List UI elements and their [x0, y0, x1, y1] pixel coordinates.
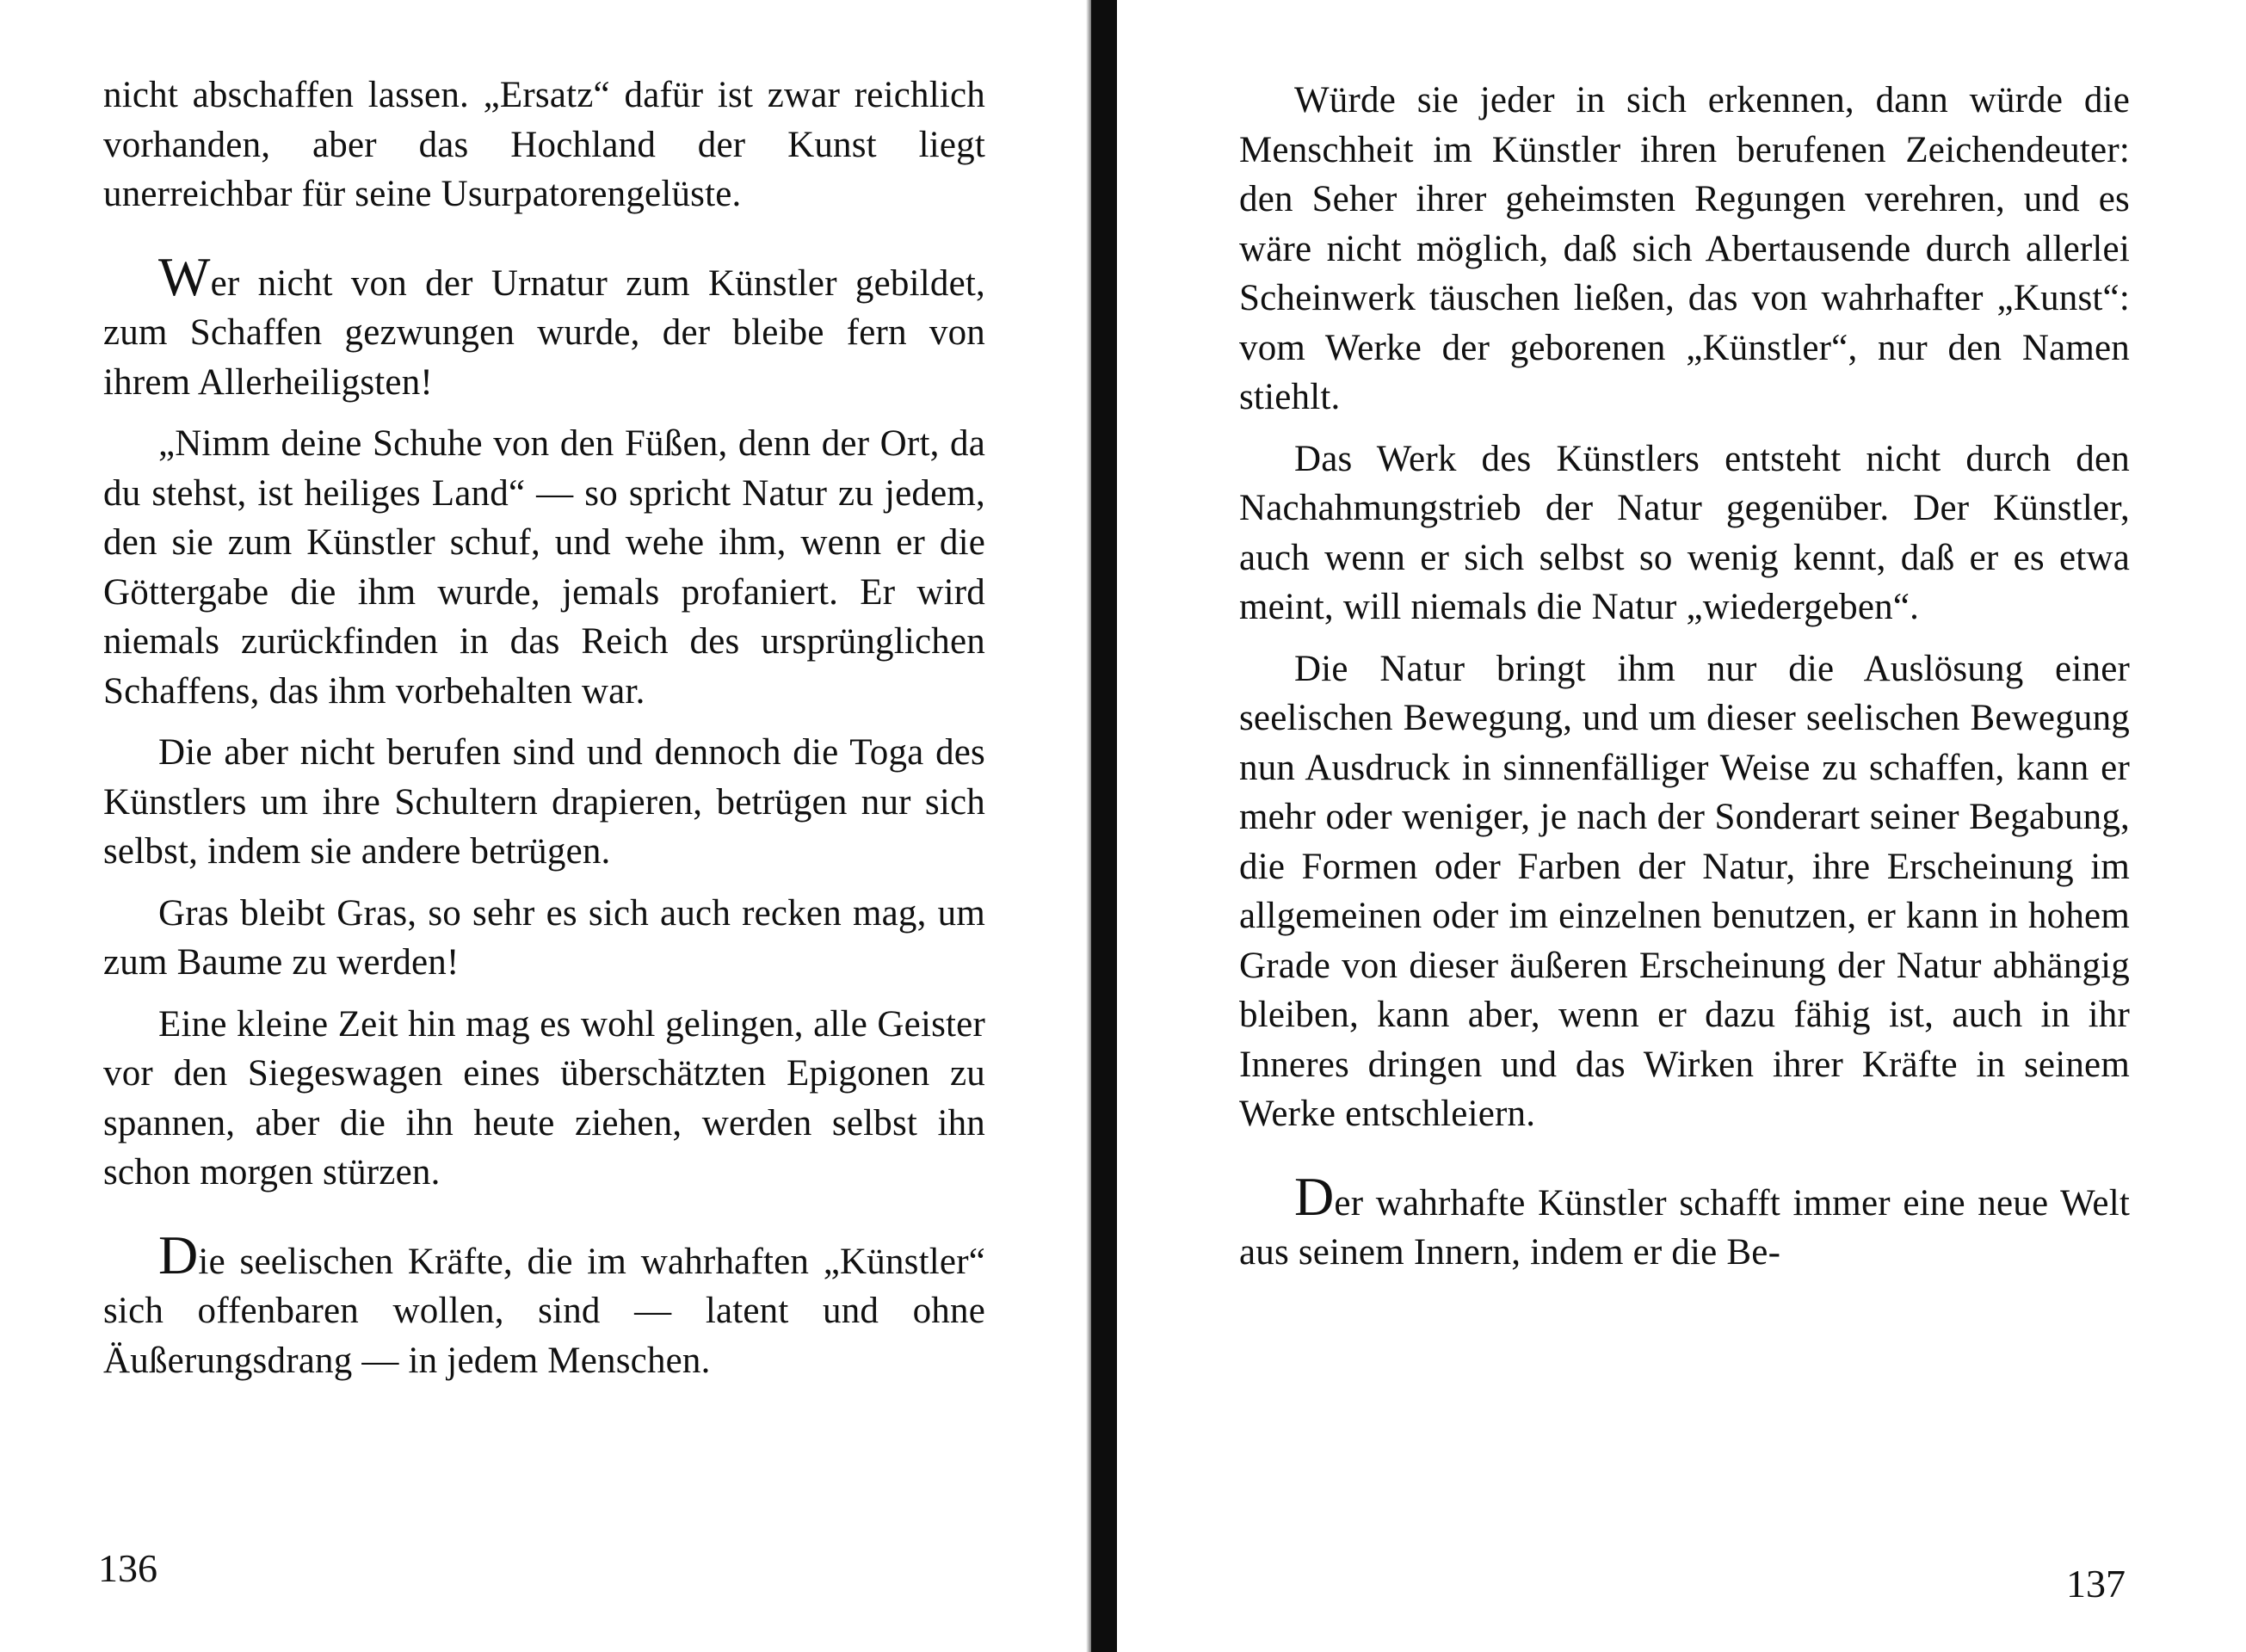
page-number: 137 [2066, 1562, 2126, 1606]
section-opening-paragraph [103, 245, 985, 408]
right-text-block [1239, 76, 2130, 1278]
paragraph-gap [1239, 632, 2130, 644]
section-opening-paragraph [1239, 1165, 2130, 1278]
section-gap [1239, 1139, 2130, 1179]
drop-cap: D [158, 1224, 199, 1285]
paragraph: „Nimm deine Schuhe von den Füßen, denn der Ort, da du stehst, ist heiliges Land“ — so spricht Natur zu jedem, den sie zum Künstler schuf, und wehe ihm, wenn er die Göttergabe die ihm wurde, jemals profaniert. Er wird niemals zurückfinden in das Reich des ursprünglichen Schaffens, das ihm vorbehalten war. [103, 423, 985, 712]
paragraph-rest: ie seelischen Kräfte, die im wahrhaften „Künstler“ sich offenbaren wollen, sind — latent und ohne Äußerungsdrang — in jedem Menschen. [103, 1241, 985, 1381]
paragraph: Eine kleine Zeit hin mag es wohl gelingen, alle Geister vor den Siegeswagen eines überschätzten Epigonen zu spannen, aber die ihn heute ziehen, werden selbst ihn schon morgen stürzen. [103, 1003, 985, 1193]
paragraph-gap [103, 407, 985, 419]
paragraph-gap [1239, 422, 2130, 435]
paragraph-rest: er wahrhafte Künstler schafft immer eine neue Welt aus seinem Innern, indem er die Be- [1239, 1182, 2130, 1273]
paragraph-gap [103, 716, 985, 728]
section-opening-paragraph [103, 1224, 985, 1386]
left-page [0, 0, 1093, 1652]
left-text-block [103, 71, 985, 1385]
paragraph: Die aber nicht berufen sind und dennoch die Toga des Künstlers um ihre Schultern drapieren, betrügen nur sich selbst, indem sie andere betrügen. [103, 732, 985, 872]
right-page [1119, 0, 2246, 1652]
paragraph: Gras bleibt Gras, so sehr es sich auch recken mag, um zum Baume zu werden! [103, 892, 985, 983]
paragraph-rest: er nicht von der Urnatur zum Künstler gebildet, zum Schaffen gezwungen wurde, der bleibe fern von ihrem Allerheiligsten! [103, 262, 985, 403]
paragraph: nicht abschaffen lassen. „Ersatz“ dafür ist zwar reichlich vorhanden, aber das Hochland der Kunst liegt unerreichbar für seine Usurpatorengelüste. [103, 75, 985, 214]
book-gutter [1091, 0, 1117, 1652]
page-number: 136 [98, 1546, 157, 1590]
drop-cap: W [158, 245, 211, 307]
paragraph: Das Werk des Künstlers entsteht nicht durch den Nachahmungstrieb der Natur gegenüber. Der Künstler, auch wenn er sich selbst so wenig kennt, daß er es etwa meint, will niemals die Natur „wiedergeben“. [1239, 438, 2130, 627]
section-gap [103, 219, 985, 259]
drop-cap: D [1294, 1165, 1335, 1227]
paragraph: Würde sie jeder in sich erkennen, dann würde die Menschheit im Künstler ihren berufenen Zeichendeuter: den Seher ihrer geheimsten Regungen verehren, und es wäre nicht möglich, daß sich Abertausende durch allerlei Scheinwerk täuschen ließen, das von wahrhafter „Kunst“: vom Werke der geborenen „Künstler“, nur den Namen stiehlt. [1239, 80, 2130, 417]
paragraph: Die Natur bringt ihm nur die Auslösung einer seelischen Bewegung, und um dieser seelischen Bewegung nun Ausdruck in sinnenfälliger Weise zu schaffen, kann er mehr oder weniger, je nach der Sonderart seiner Begabung, die Formen oder Farben der Natur, ihre Erscheinung im allgemeinen oder im einzelnen benutzen, er kann in hohem Grade von dieser äußeren Erscheinung der Natur abhängig bleiben, kann aber, wenn er dazu fähig ist, auch in ihr Inneres dringen und das Wirken ihrer Kräfte in seinem Werke entschleiern. [1239, 648, 2130, 1134]
section-gap [103, 1198, 985, 1237]
paragraph-gap [103, 988, 985, 1000]
paragraph-gap [103, 877, 985, 889]
